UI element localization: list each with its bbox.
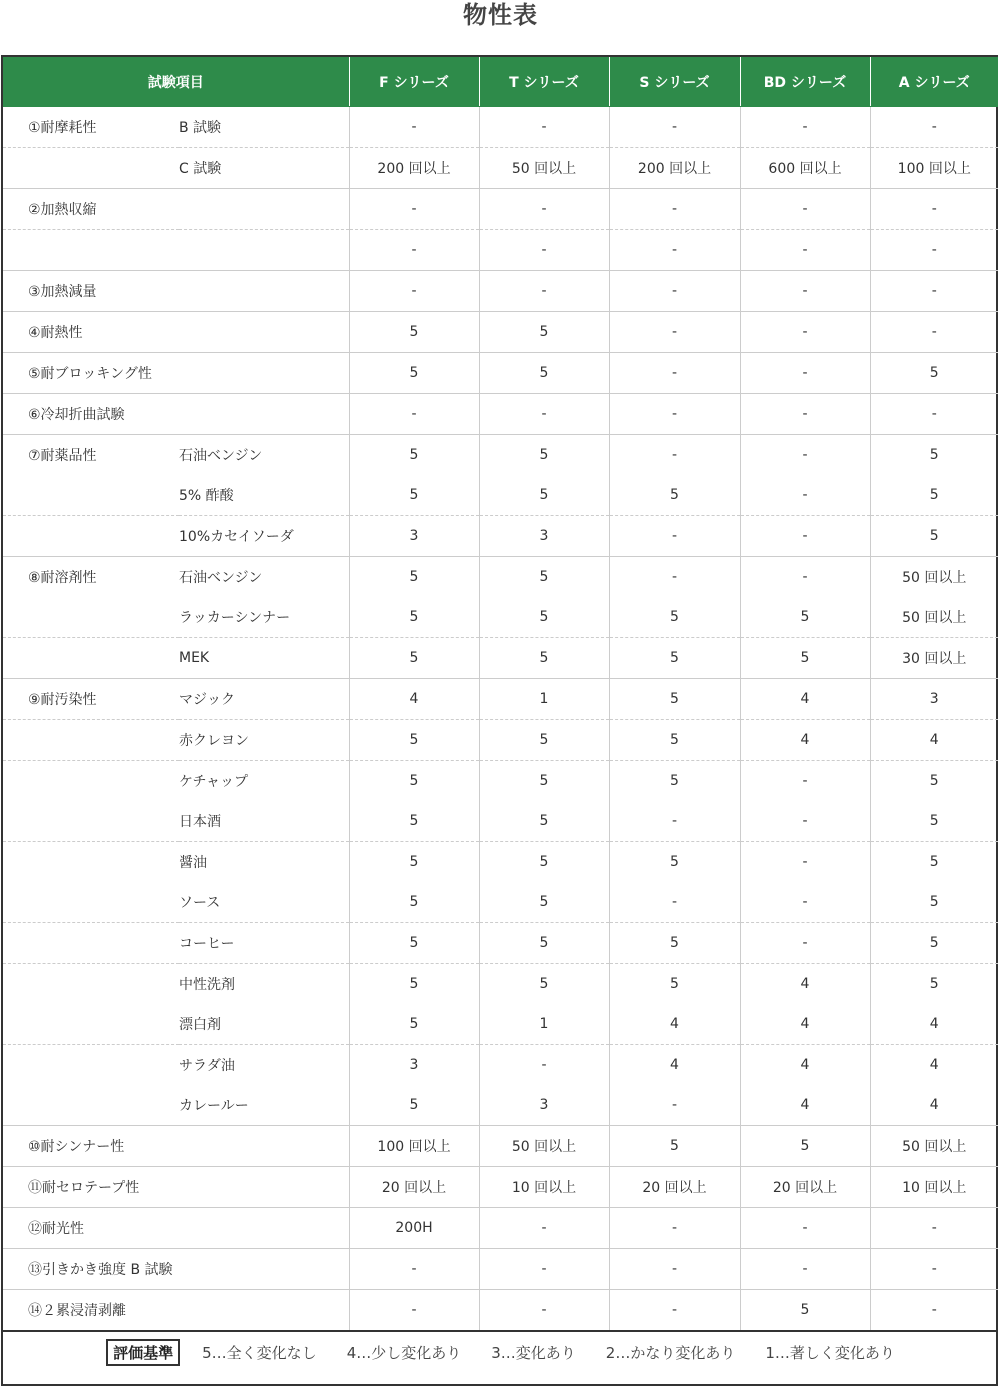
a-series-value: 5: [870, 516, 998, 557]
t-series-value: 5: [479, 312, 609, 353]
test-item-label: ⑦耐薬品性: [28, 448, 97, 464]
test-condition-label: 中性洗剤: [179, 977, 235, 993]
table-row: [3, 882, 998, 923]
test-item-label: [3, 638, 179, 679]
table-row: [3, 189, 998, 230]
t-series-value: 5: [479, 842, 609, 883]
page-title: 物性表: [463, 1, 538, 29]
test-condition-label: [179, 189, 349, 230]
table-row: [3, 312, 998, 353]
table-row: [3, 597, 998, 638]
header-s-series: S シリーズ: [609, 57, 740, 107]
bd-series-value: 4: [740, 964, 870, 1005]
test-condition-label: 赤クレヨン: [179, 720, 349, 761]
t-series-value: -: [479, 1045, 609, 1086]
test-condition-label: ケチャップ: [179, 774, 249, 790]
s-series-value: 20 回以上: [609, 1167, 740, 1208]
table-row: [3, 148, 998, 189]
a-series-value: 5: [870, 964, 998, 1005]
a-series-value: 5: [870, 761, 998, 802]
s-series-value: -: [609, 107, 740, 148]
bd-series-value: 5: [740, 1290, 870, 1332]
t-series-value: 5: [479, 557, 609, 598]
a-series-value: 5: [870, 801, 998, 842]
a-series-value: -: [870, 394, 998, 435]
table-row: [3, 1126, 998, 1167]
a-series-value: 4: [870, 1045, 998, 1086]
s-series-value: 5: [609, 964, 740, 1005]
bd-series-value: 4: [740, 1085, 870, 1126]
a-series-value: 5: [870, 353, 998, 394]
test-condition-label: マジック: [179, 679, 349, 720]
test-item-label: ⑬引きかき強度 B 試験: [3, 1249, 179, 1290]
a-series-value: -: [870, 312, 998, 353]
bd-series-value: 4: [740, 720, 870, 761]
s-series-value: -: [609, 230, 740, 271]
s-series-value: -: [609, 801, 740, 842]
f-series-value: 5: [349, 353, 479, 394]
test-condition-label: B 試験: [179, 107, 349, 148]
a-series-value: 5: [870, 842, 998, 883]
test-condition-label: 石油ベンジン: [179, 570, 263, 586]
test-item-label: [3, 475, 179, 516]
s-series-value: -: [609, 1208, 740, 1249]
t-series-value: 5: [479, 761, 609, 802]
t-series-value: -: [479, 189, 609, 230]
f-series-value: -: [349, 394, 479, 435]
s-series-value: 5: [609, 720, 740, 761]
f-series-value: 5: [349, 475, 479, 516]
s-series-value: -: [609, 1290, 740, 1332]
t-series-value: 5: [479, 882, 609, 923]
table-row: [3, 394, 998, 435]
test-item-label: ①耐摩耗性: [3, 107, 179, 148]
a-series-value: -: [870, 271, 998, 312]
t-series-value: -: [479, 230, 609, 271]
t-series-value: 5: [479, 353, 609, 394]
test-item-label: ③加熱減量: [3, 271, 179, 312]
table-row: [3, 516, 998, 557]
test-condition-label: 醤油: [179, 855, 207, 871]
table-row: [3, 271, 998, 312]
test-item-label: [3, 842, 179, 883]
a-series-value: -: [870, 107, 998, 148]
bd-series-value: -: [740, 761, 870, 802]
f-series-value: 200H: [349, 1208, 479, 1249]
table-row: [3, 923, 998, 964]
s-series-value: -: [609, 435, 740, 476]
a-series-value: 50 回以上: [870, 597, 998, 638]
test-item-label: ⑩耐シンナー性: [3, 1126, 179, 1167]
a-series-value: 50 回以上: [870, 1126, 998, 1167]
f-series-value: 5: [349, 923, 479, 964]
table-row: [3, 557, 998, 598]
a-series-value: 4: [870, 1004, 998, 1045]
header-test-item: 試験項目: [3, 57, 349, 107]
bd-series-value: 600 回以上: [740, 148, 870, 189]
test-condition-label: 石油ベンジン: [179, 448, 263, 464]
f-series-value: -: [349, 1249, 479, 1290]
header-row: [3, 57, 998, 107]
table-row: [3, 1249, 998, 1290]
a-series-value: -: [870, 1249, 998, 1290]
t-series-value: 50 回以上: [479, 148, 609, 189]
t-series-value: 10 回以上: [479, 1167, 609, 1208]
a-series-value: -: [870, 1208, 998, 1249]
legend-label: 評価基準: [106, 1339, 180, 1366]
bd-series-value: 5: [740, 597, 870, 638]
test-item-label: [3, 230, 179, 271]
a-series-value: 5: [870, 475, 998, 516]
bd-series-value: -: [740, 353, 870, 394]
s-series-value: 200 回以上: [609, 148, 740, 189]
test-condition-label: [179, 312, 349, 353]
t-series-value: 5: [479, 720, 609, 761]
s-series-value: 5: [609, 761, 740, 802]
f-series-value: 3: [349, 516, 479, 557]
test-item-label: [3, 720, 179, 761]
test-condition-label: MEK: [179, 638, 349, 679]
test-item-label: ⑭２累浸清剥離: [3, 1290, 179, 1332]
test-condition-label: 5% 酢酸: [179, 475, 349, 516]
t-series-value: 5: [479, 923, 609, 964]
f-series-value: 5: [349, 882, 479, 923]
s-series-value: 4: [609, 1004, 740, 1045]
s-series-value: -: [609, 557, 740, 598]
bd-series-value: -: [740, 107, 870, 148]
s-series-value: -: [609, 271, 740, 312]
s-series-value: 5: [609, 842, 740, 883]
s-series-value: 5: [609, 638, 740, 679]
table-row: [3, 842, 998, 883]
a-series-value: 5: [870, 882, 998, 923]
f-series-value: 5: [349, 638, 479, 679]
t-series-value: 5: [479, 801, 609, 842]
f-series-value: 5: [349, 312, 479, 353]
test-item-label: ⑨耐汚染性: [3, 679, 179, 720]
test-item-label: [3, 1045, 179, 1086]
test-item-label: [3, 964, 179, 1005]
t-series-value: -: [479, 1208, 609, 1249]
s-series-value: -: [609, 353, 740, 394]
test-item-label: ⑫耐光性: [3, 1208, 179, 1249]
test-condition-label: 漂白剤: [179, 1004, 349, 1045]
bd-series-value: -: [740, 475, 870, 516]
bd-series-value: 4: [740, 1004, 870, 1045]
bd-series-value: 5: [740, 1126, 870, 1167]
test-item-label: ②加熱収縮: [3, 189, 179, 230]
t-series-value: -: [479, 394, 609, 435]
test-item-label: [3, 1085, 179, 1126]
header-t-series: T シリーズ: [479, 57, 609, 107]
table-row: [3, 475, 998, 516]
header-bd-series: BD シリーズ: [740, 57, 870, 107]
bd-series-value: 5: [740, 638, 870, 679]
a-series-value: 5: [870, 435, 998, 476]
t-series-value: 5: [479, 475, 609, 516]
f-series-value: 4: [349, 679, 479, 720]
bd-series-value: -: [740, 1249, 870, 1290]
legend-item: 5…全く変化なし: [202, 1343, 317, 1362]
t-series-value: 5: [479, 638, 609, 679]
bd-series-value: -: [740, 312, 870, 353]
f-series-value: 200 回以上: [349, 148, 479, 189]
test-condition-label: コーヒー: [179, 923, 349, 964]
f-series-value: 5: [349, 435, 479, 476]
test-item-label: ⑤耐ブロッキング性: [3, 353, 179, 394]
table-row: [3, 435, 998, 476]
f-series-value: 3: [349, 1045, 479, 1086]
test-condition-label: [179, 394, 349, 435]
f-series-value: 5: [349, 964, 479, 1005]
test-condition-label: C 試験: [179, 148, 349, 189]
bd-series-value: -: [740, 801, 870, 842]
bd-series-value: -: [740, 882, 870, 923]
table-row: [3, 353, 998, 394]
legend-item: 2…かなり変化あり: [605, 1343, 736, 1362]
test-condition-label: 日本酒: [179, 801, 349, 842]
test-condition-label: [179, 1167, 349, 1208]
bd-series-value: -: [740, 842, 870, 883]
f-series-value: 5: [349, 801, 479, 842]
f-series-value: 5: [349, 842, 479, 883]
t-series-value: 1: [479, 679, 609, 720]
test-condition-label: [179, 271, 349, 312]
bd-series-value: -: [740, 435, 870, 476]
test-condition-label: [179, 353, 349, 394]
t-series-value: 1: [479, 1004, 609, 1045]
test-item-label: ⑥冷却折曲試験: [3, 394, 179, 435]
test-condition-label: カレールー: [179, 1085, 349, 1126]
legend-item: 1…著しく変化あり: [765, 1343, 895, 1362]
a-series-value: -: [870, 230, 998, 271]
t-series-value: 3: [479, 516, 609, 557]
table-row: [3, 964, 998, 1005]
test-condition-label: 10%カセイソーダ: [179, 516, 349, 557]
a-series-value: 30 回以上: [870, 638, 998, 679]
test-item-label: [3, 148, 179, 189]
f-series-value: -: [349, 107, 479, 148]
f-series-value: 5: [349, 597, 479, 638]
a-series-value: 100 回以上: [870, 148, 998, 189]
bd-series-value: 4: [740, 679, 870, 720]
s-series-value: 5: [609, 475, 740, 516]
test-item-label: [3, 761, 179, 802]
t-series-value: 5: [479, 597, 609, 638]
a-series-value: 5: [870, 923, 998, 964]
test-item-label: [3, 882, 179, 923]
table-row: [3, 720, 998, 761]
properties-table: [3, 57, 998, 1332]
s-series-value: -: [609, 1085, 740, 1126]
bd-series-value: -: [740, 1208, 870, 1249]
test-condition-label: [179, 230, 349, 271]
f-series-value: 5: [349, 557, 479, 598]
f-series-value: 5: [349, 761, 479, 802]
f-series-value: -: [349, 1290, 479, 1332]
s-series-value: -: [609, 516, 740, 557]
a-series-value: 10 回以上: [870, 1167, 998, 1208]
header-f-series: F シリーズ: [349, 57, 479, 107]
bd-series-value: -: [740, 516, 870, 557]
bd-series-value: -: [740, 189, 870, 230]
test-item-label: ⑧耐溶剤性: [28, 570, 97, 586]
a-series-value: -: [870, 189, 998, 230]
t-series-value: 50 回以上: [479, 1126, 609, 1167]
test-item-label: [3, 597, 179, 638]
table-row: [3, 107, 998, 148]
f-series-value: 5: [349, 1085, 479, 1126]
s-series-value: 5: [609, 923, 740, 964]
test-condition-label: [179, 1126, 349, 1167]
test-item-label: [3, 516, 179, 557]
table-row: [3, 801, 998, 842]
bd-series-value: -: [740, 923, 870, 964]
test-condition-label: [179, 1249, 349, 1290]
t-series-value: -: [479, 1249, 609, 1290]
t-series-value: -: [479, 271, 609, 312]
t-series-value: 5: [479, 964, 609, 1005]
test-item-label: ④耐熱性: [3, 312, 179, 353]
s-series-value: -: [609, 189, 740, 230]
test-condition-label: サラダ油: [179, 1058, 235, 1074]
bd-series-value: -: [740, 394, 870, 435]
f-series-value: -: [349, 271, 479, 312]
test-condition-label: [179, 1208, 349, 1249]
bd-series-value: -: [740, 230, 870, 271]
test-condition-label: ラッカーシンナー: [179, 597, 349, 638]
bd-series-value: 20 回以上: [740, 1167, 870, 1208]
t-series-value: -: [479, 107, 609, 148]
s-series-value: 5: [609, 679, 740, 720]
s-series-value: -: [609, 882, 740, 923]
table-row: [3, 1085, 998, 1126]
bd-series-value: 4: [740, 1045, 870, 1086]
t-series-value: 5: [479, 435, 609, 476]
s-series-value: 4: [609, 1045, 740, 1086]
test-item-label: [3, 923, 179, 964]
s-series-value: 5: [609, 1126, 740, 1167]
test-item-label: ⑪耐セロテープ性: [3, 1167, 179, 1208]
s-series-value: -: [609, 312, 740, 353]
a-series-value: 4: [870, 720, 998, 761]
table-row: [3, 1208, 998, 1249]
t-series-value: 3: [479, 1085, 609, 1126]
table-row: [3, 1045, 998, 1086]
table-row: [3, 1004, 998, 1045]
table-row: [3, 1167, 998, 1208]
a-series-value: 3: [870, 679, 998, 720]
test-item-label: [3, 1004, 179, 1045]
f-series-value: -: [349, 230, 479, 271]
s-series-value: -: [609, 1249, 740, 1290]
legend-item: 3…変化あり: [491, 1343, 576, 1362]
a-series-value: 4: [870, 1085, 998, 1126]
a-series-value: -: [870, 1290, 998, 1332]
bd-series-value: -: [740, 271, 870, 312]
a-series-value: 50 回以上: [870, 557, 998, 598]
s-series-value: 5: [609, 597, 740, 638]
f-series-value: 100 回以上: [349, 1126, 479, 1167]
legend-item: 4…少し変化あり: [346, 1343, 462, 1362]
f-series-value: 5: [349, 1004, 479, 1045]
table-row: [3, 679, 998, 720]
test-condition-label: ソース: [179, 882, 349, 923]
f-series-value: 20 回以上: [349, 1167, 479, 1208]
test-item-label: [3, 801, 179, 842]
header-a-series: A シリーズ: [870, 57, 998, 107]
legend: [3, 1320, 998, 1384]
table-row: [3, 761, 998, 802]
f-series-value: -: [349, 189, 479, 230]
t-series-value: -: [479, 1290, 609, 1332]
s-series-value: -: [609, 394, 740, 435]
table-row: [3, 230, 998, 271]
table-row: [3, 638, 998, 679]
bd-series-value: -: [740, 557, 870, 598]
f-series-value: 5: [349, 720, 479, 761]
